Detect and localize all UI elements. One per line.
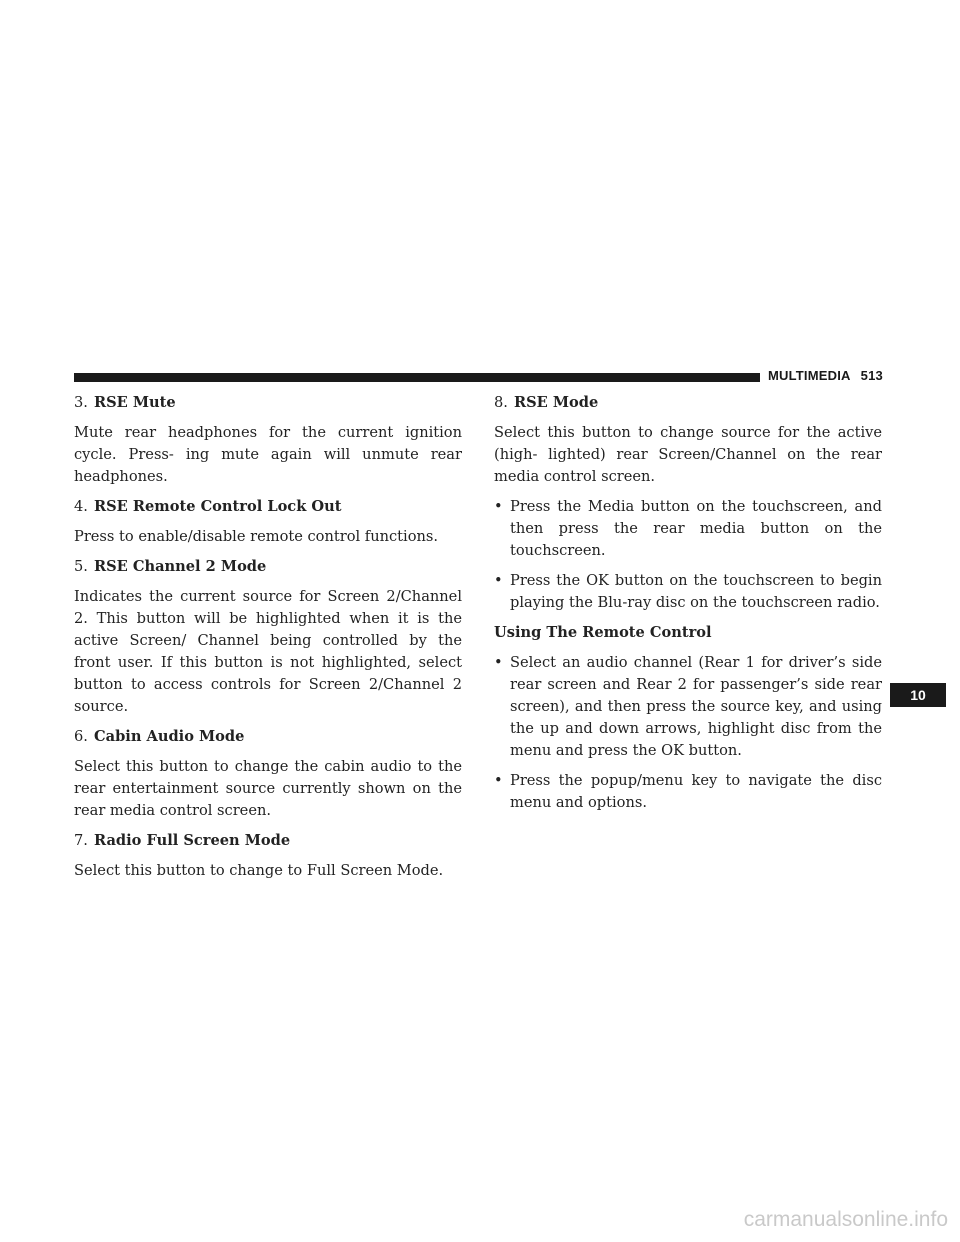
subheading: Using The Remote Control [494, 624, 712, 641]
item-title: RSE Remote Control Lock Out [94, 498, 342, 515]
right-column [494, 392, 882, 822]
bullet-icon: • [494, 772, 503, 789]
header-rule [74, 373, 760, 382]
list-item-text: Press the Media button on the touchscreen, and then press the rear media button on the touchscreen. [510, 498, 882, 559]
item-heading [74, 392, 462, 414]
item-number: 7. [74, 832, 88, 849]
list-item-text: Press the OK button on the touchscreen to begin playing the Blu-ray disc on the touchscreen radio. [510, 572, 882, 611]
item-title: RSE Channel 2 Mode [94, 558, 267, 575]
list-item-text: Press the popup/menu key to navigate the disc menu and options. [510, 772, 882, 811]
item-title: Cabin Audio Mode [94, 728, 245, 745]
item-number: 3. [74, 394, 88, 411]
section-title: MULTIMEDIA [768, 368, 851, 383]
list-item [494, 770, 882, 814]
item-body: Press to enable/disable remote control functions. [74, 528, 439, 545]
item-number: 4. [74, 498, 88, 515]
item-heading [74, 726, 462, 748]
item-heading [74, 830, 462, 852]
list-item [494, 496, 882, 562]
list-item [494, 652, 882, 762]
item-body: Select this button to change source for the active (high- lighted) rear Screen/Channel on the rear media control screen. [494, 424, 882, 485]
item-number: 5. [74, 558, 88, 575]
bullet-list [494, 652, 882, 814]
bullet-list [494, 496, 882, 614]
item-heading [74, 496, 462, 518]
item-number: 6. [74, 728, 88, 745]
page-number: 513 [860, 368, 883, 383]
bullet-icon: • [494, 498, 503, 515]
chapter-tab: 10 [890, 683, 946, 707]
item-body: Indicates the current source for Screen 2/Channel 2. This button will be highlighted when it is the active Screen/ Channel being controlled by the front user. If this button is not highlighted, select button to access controls for Screen 2/Channel 2 source. [74, 588, 462, 715]
item-heading [494, 392, 882, 414]
list-item [494, 570, 882, 614]
item-title: RSE Mute [94, 394, 176, 411]
bullet-icon: • [494, 572, 503, 589]
bullet-icon: • [494, 654, 503, 671]
item-heading [74, 556, 462, 578]
item-number: 8. [494, 394, 508, 411]
item-body: Mute rear headphones for the current ignition cycle. Press- ing mute again will unmute rear headphones. [74, 424, 462, 485]
watermark: carmanualsonline.info [743, 1208, 948, 1231]
list-item-text: Select an audio channel (Rear 1 for driver’s side rear screen and Rear 2 for passenger’s side rear screen), and then press the source key, and using the up and down arrows, highlight disc from the menu and press the OK button. [510, 654, 882, 759]
item-title: RSE Mode [514, 394, 599, 411]
item-body: Select this button to change to Full Screen Mode. [74, 862, 444, 879]
item-body: Select this button to change the cabin audio to the rear entertainment source currently shown on the rear media control screen. [74, 758, 462, 819]
item-title: Radio Full Screen Mode [94, 832, 291, 849]
running-header [768, 368, 883, 386]
left-column [74, 392, 462, 890]
